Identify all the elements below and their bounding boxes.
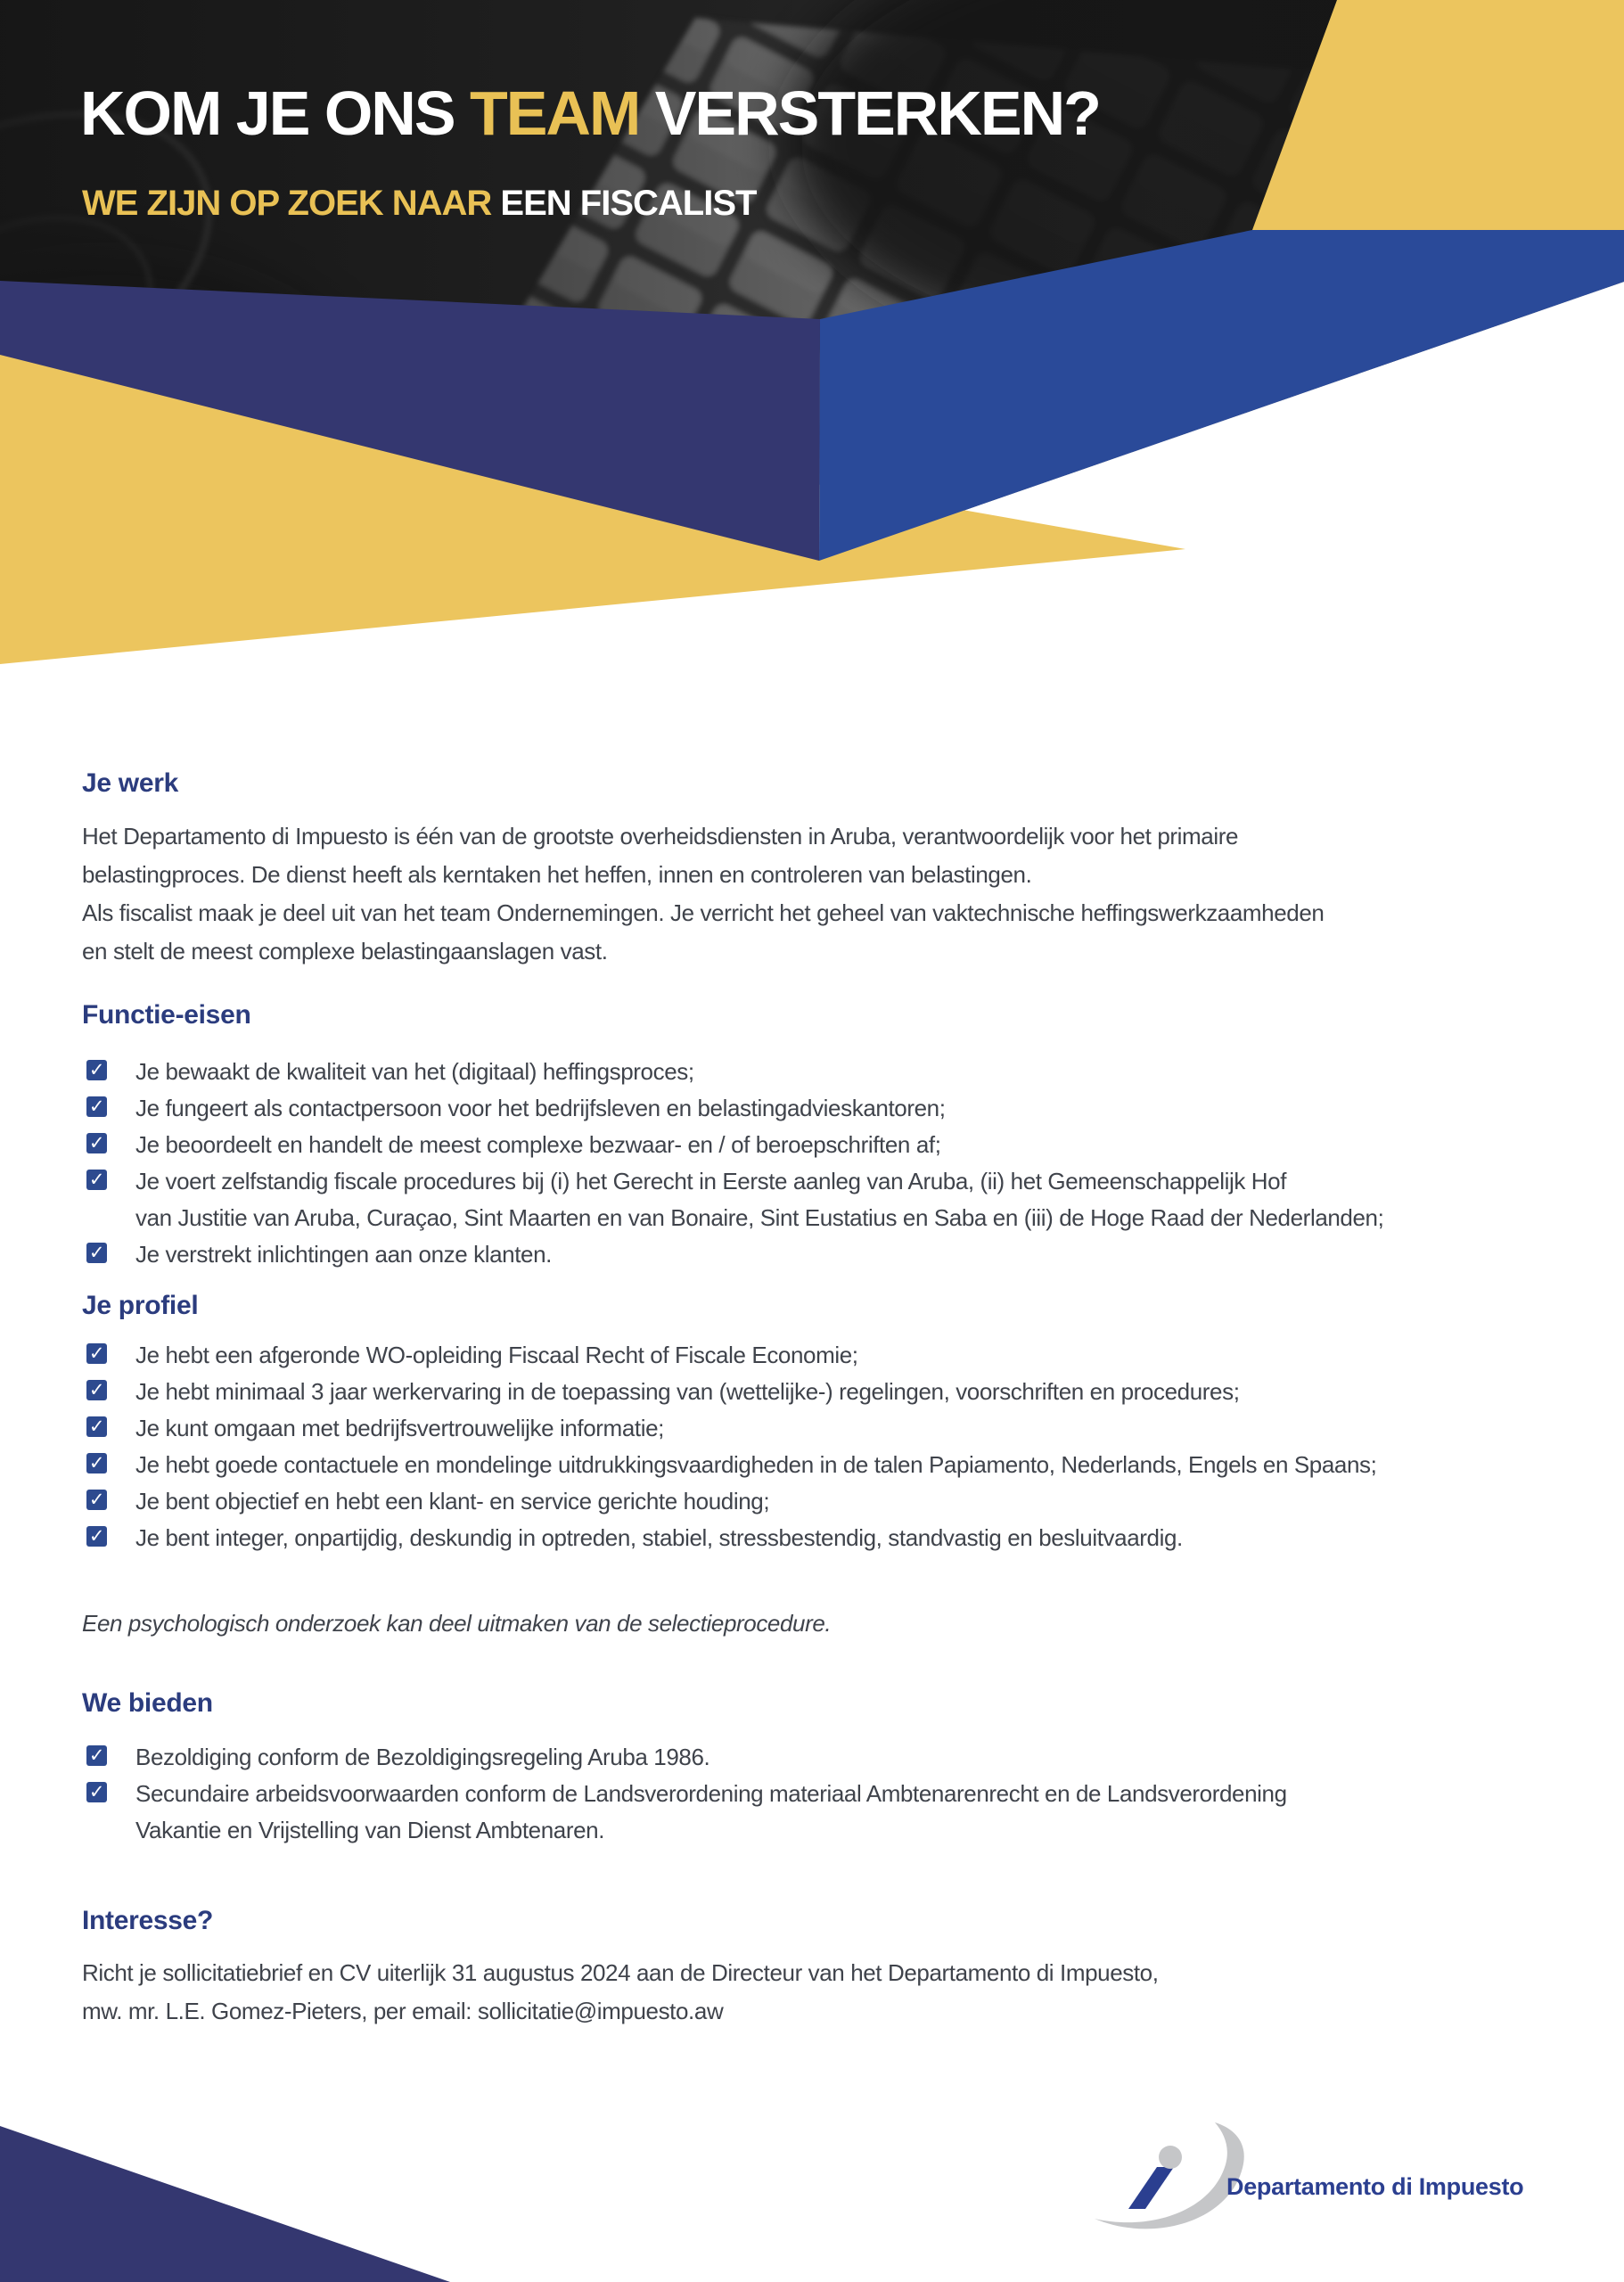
checkmark-icon: ✓ [86, 1745, 107, 1766]
checkmark-icon: ✓ [86, 1060, 107, 1080]
text-line: en stelt de meest complexe belastingaanslagen vast. [82, 938, 608, 965]
logo-i-dot [1159, 2146, 1182, 2169]
list-item-text: Vakantie en Vrijstelling van Dienst Ambtenaren. [135, 1817, 605, 1843]
list-item-text: Je kunt omgaan met bedrijfsvertrouwelijke informatie; [135, 1415, 664, 1441]
list-item-text: Je fungeert als contactpersoon voor het bedrijfsleven en belastingadvieskantoren; [135, 1095, 946, 1121]
checkmark-icon: ✓ [86, 1782, 107, 1802]
list-item-text: Bezoldiging conform de Bezoldigingsregeling Aruba 1986. [135, 1744, 710, 1770]
checkmark-icon: ✓ [86, 1453, 107, 1473]
checkmark-icon: ✓ [86, 1096, 107, 1117]
subheadline [82, 185, 756, 221]
headline [80, 78, 1100, 148]
list-item-text: Je bent objectief en hebt een klant- en service gerichte houding; [135, 1488, 770, 1514]
checkmark-icon: ✓ [86, 1380, 107, 1400]
list-item-text: Je voert zelfstandig fiscale procedures bij (i) het Gerecht in Eerste aanleg van Aruba, (ii) het Gemeenschappelijk Hof [135, 1168, 1287, 1194]
logo-text: Departamento di Impuesto [1226, 2173, 1524, 2200]
headline-part-accent: TEAM [469, 78, 640, 148]
section-heading-functie-eisen: Functie-eisen [82, 1000, 251, 1030]
list-item [86, 1524, 1376, 1561]
checkmark-icon: ✓ [86, 1526, 107, 1547]
list-item [86, 1415, 1376, 1451]
list-item [86, 1058, 1383, 1095]
list-item [86, 1131, 1383, 1168]
list-item-continuation [86, 1204, 1383, 1241]
je-profiel-checklist [86, 1342, 1376, 1561]
list-item-continuation [86, 1817, 1287, 1853]
list-item-text: Je hebt een afgeronde WO-opleiding Fiscaal Recht of Fiscale Economie; [135, 1342, 858, 1368]
text-line: belastingproces. De dienst heeft als kerntaken het heffen, innen en controleren van belastingen. [82, 861, 1032, 888]
headline-part-pre: KOM JE ONS [80, 78, 470, 148]
selection-note [82, 1605, 831, 1643]
list-item-text: Je bewaakt de kwaliteit van het (digitaal) heffingsproces; [135, 1058, 694, 1085]
checkmark-icon: ✓ [86, 1170, 107, 1190]
list-item-text: Secundaire arbeidsvoorwaarden conform de Landsverordening materiaal Ambtenarenrecht en de Landsverordening [135, 1780, 1287, 1807]
list-item [86, 1451, 1376, 1488]
je-werk-paragraph [82, 817, 1324, 971]
list-item [86, 1241, 1383, 1277]
section-heading-we-bieden: We bieden [82, 1688, 213, 1718]
list-item [86, 1342, 1376, 1378]
list-item-text: Je hebt minimaal 3 jaar werkervaring in de toepassing van (wettelijke-) regelingen, voorschriften en procedures; [135, 1378, 1240, 1405]
text-line: Het Departamento di Impuesto is één van de grootste overheidsdiensten in Aruba, verantwoordelijk voor het primaire [82, 823, 1239, 850]
list-item [86, 1168, 1383, 1204]
list-item [86, 1378, 1376, 1415]
list-item [86, 1780, 1287, 1817]
text-line: Als fiscalist maak je deel uit van het team Ondernemingen. Je verricht het geheel van vaktechnische heffingswerkzaamheden [82, 899, 1325, 926]
list-item-text: Je beoordeelt en handelt de meest complexe bezwaar- en / of beroepschriften af; [135, 1131, 941, 1158]
checkmark-icon: ✓ [86, 1243, 107, 1263]
subheadline-accent: WE ZIJN OP ZOEK NAAR [82, 184, 501, 223]
list-item [86, 1744, 1287, 1780]
selection-note-text: Een psychologisch onderzoek kan deel uitmaken van de selectieprocedure. [82, 1610, 832, 1637]
headline-part-post: VERSTERKEN? [639, 78, 1100, 148]
subheadline-rest: EEN FISCALIST [500, 184, 757, 223]
text-line: mw. mr. L.E. Gomez-Pieters, per email: sollicitatie@impuesto.aw [82, 1998, 724, 2024]
interesse-paragraph [82, 1954, 1159, 2031]
text-line: Richt je sollicitatiebrief en CV uiterlijk 31 augustus 2024 aan de Directeur van het Departamento di Impuesto, [82, 1959, 1159, 1986]
checkmark-icon: ✓ [86, 1343, 107, 1364]
list-item-text: van Justitie van Aruba, Curaçao, Sint Maarten en van Bonaire, Sint Eustatius en Saba en (iii) de Hoge Raad der Nederlanden; [135, 1204, 1384, 1231]
functie-eisen-checklist [86, 1058, 1383, 1277]
section-heading-interesse: Interesse? [82, 1906, 214, 1935]
section-heading-je-werk: Je werk [82, 768, 178, 798]
checkmark-icon: ✓ [86, 1133, 107, 1153]
checkmark-icon: ✓ [86, 1416, 107, 1437]
list-item-text: Je hebt goede contactuele en mondelinge uitdrukkingsvaardigheden in de talen Papiamento, Nederlands, Engels en Spaans; [135, 1451, 1377, 1478]
list-item-text: Je verstrekt inlichtingen aan onze klanten. [135, 1241, 552, 1268]
list-item [86, 1488, 1376, 1524]
checkmark-icon: ✓ [86, 1490, 107, 1510]
we-bieden-checklist [86, 1744, 1287, 1853]
list-item [86, 1095, 1383, 1131]
section-heading-je-profiel: Je profiel [82, 1291, 199, 1320]
list-item-text: Je bent integer, onpartijdig, deskundig in optreden, stabiel, stressbestendig, standvastig en besluitvaardig. [135, 1524, 1183, 1551]
